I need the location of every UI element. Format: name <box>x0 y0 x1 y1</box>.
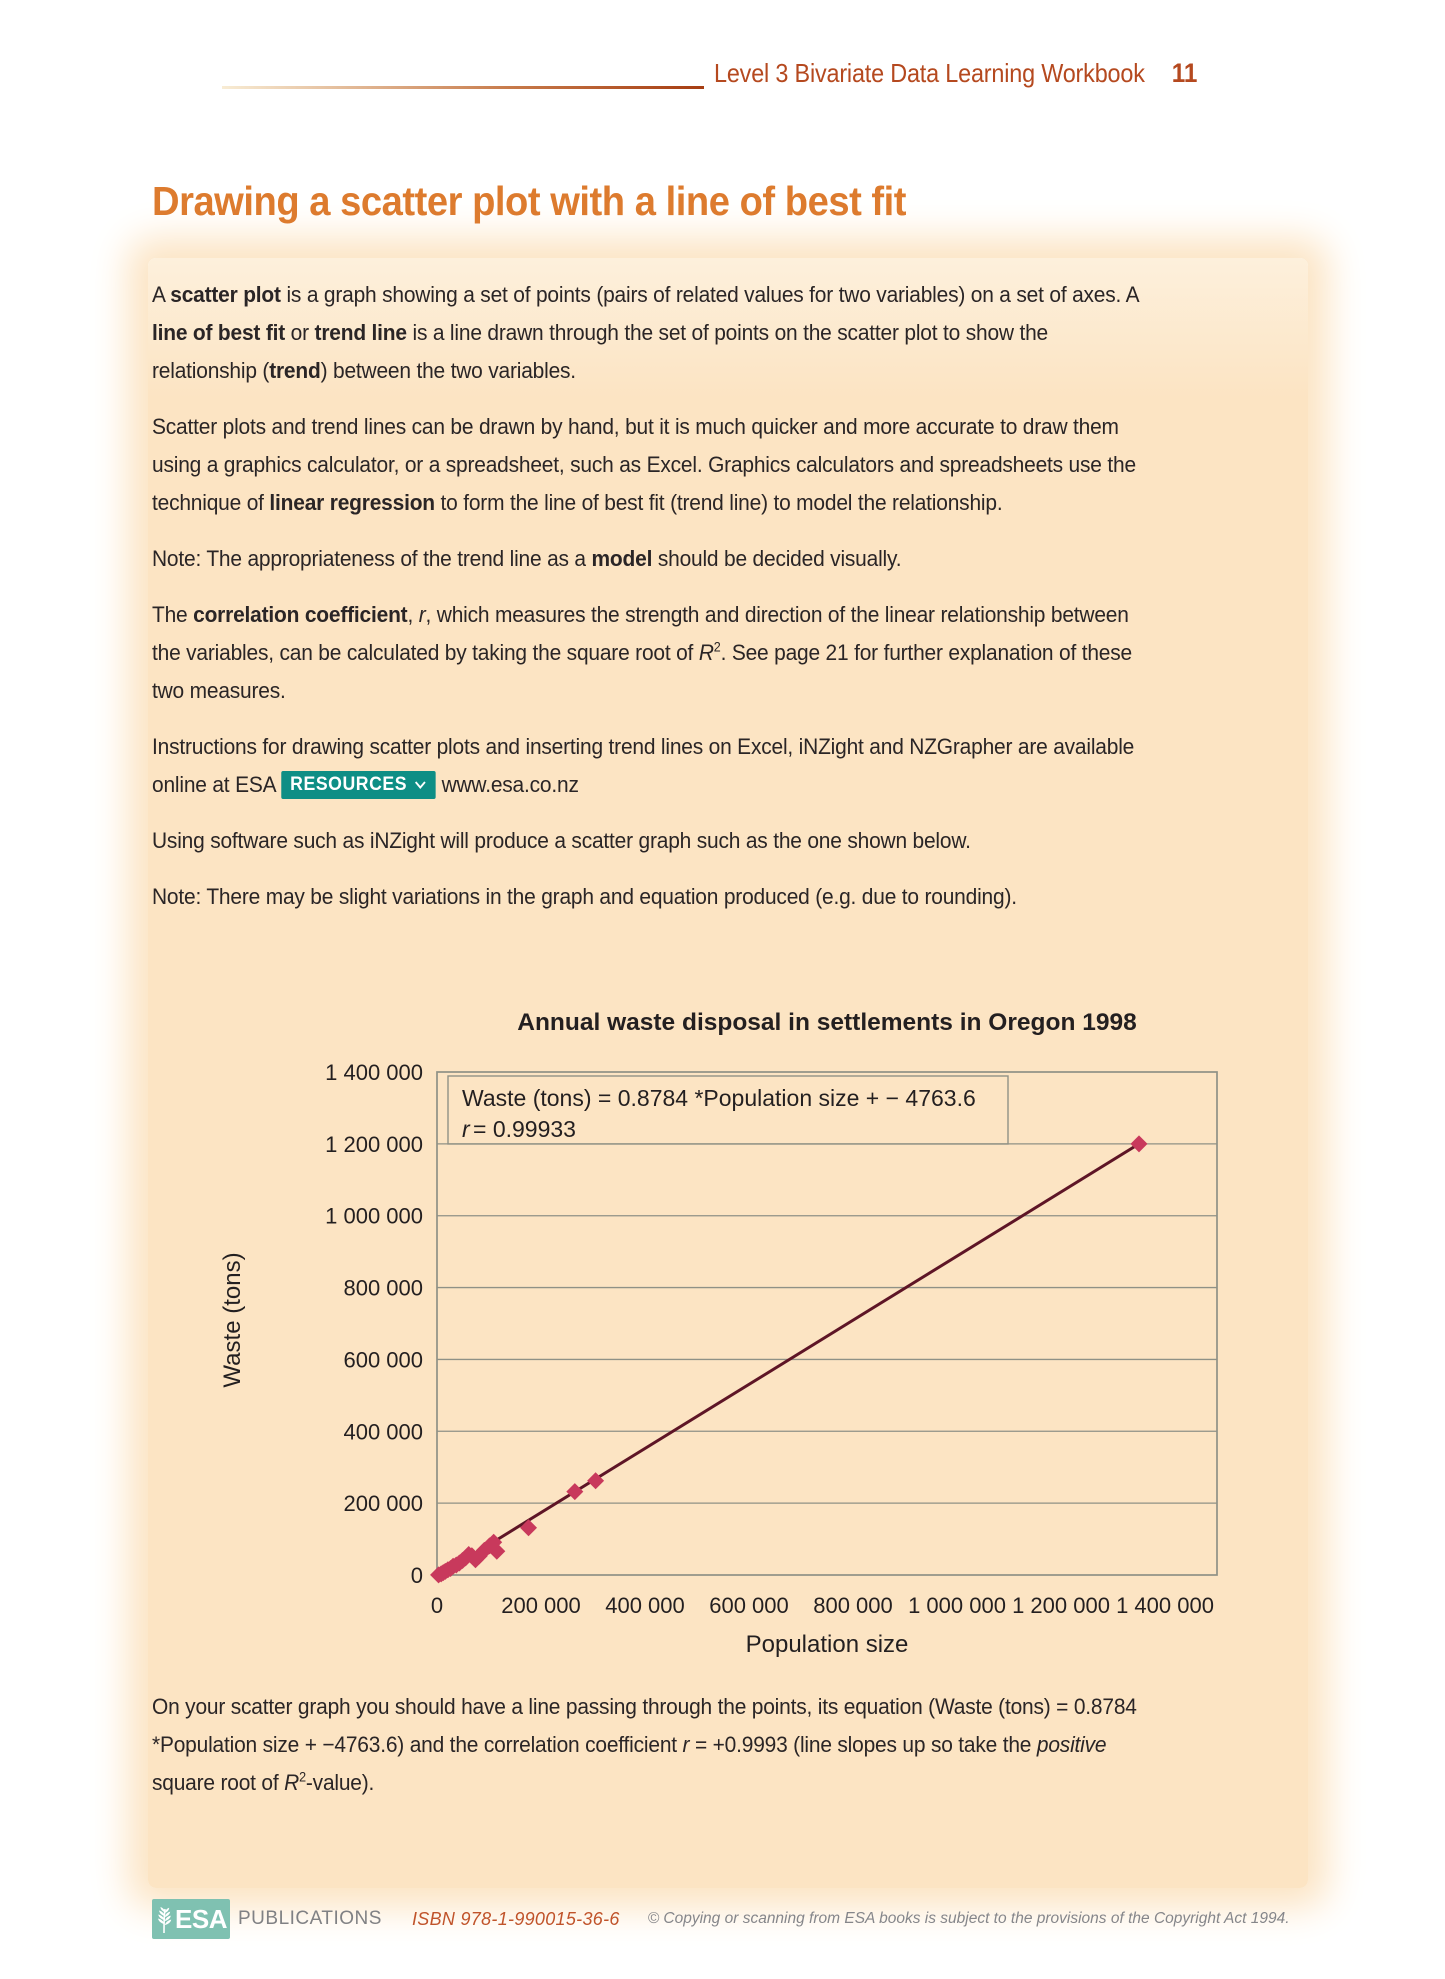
x-tick-label: 600 000 <box>709 1593 789 1618</box>
closing-paragraph: On your scatter graph you should have a line passing through the points, its equation (Waste (tons) = 0.8784 *Population size + −4763.6) and the correlation coefficient r = +0.9993 (line slopes up so take the positive square root of $R^2-value$). <box>152 1694 1137 1795</box>
x-axis-label: Population size <box>745 1631 909 1658</box>
data-point <box>566 1483 583 1500</box>
chart-title: Annual waste disposal in settlements in Oregon 1998 <box>517 1009 1137 1036</box>
page-footer <box>152 1899 1308 1939</box>
paragraph-software: Using software such as iNZight will produce a scatter graph such as the one shown below. <box>152 828 971 853</box>
x-tick-label: 800 000 <box>813 1593 893 1618</box>
y-tick-label: 800 000 <box>343 1275 423 1301</box>
paragraph-variations-note: Note: There may be slight variations in the graph and equation produced (e.g. due to rounding). <box>152 884 1017 909</box>
x-tick-label: 1 000 000 <box>908 1593 1006 1618</box>
resources-badge-label: RESOURCES <box>290 774 408 795</box>
plot-area <box>325 1060 1217 1618</box>
publications-label: PUBLICATIONS <box>238 1908 382 1929</box>
paragraph-instructions: Instructions for drawing scatter plots and inserting trend lines on Excel, iNZight and NZGrapher are available online at ESA RESOURCES www.esa.co.nz <box>152 734 1135 797</box>
paragraph-correlation-coefficient: The correlation coefficient, r, which measures the strength and direction of the linear relationship between the variables, can be calculated by taking the square root of $R^2$. See page 21 for further explanation of these two measures. <box>152 602 1132 703</box>
x-tick-label: 0 <box>430 1593 444 1618</box>
paragraph-model-note: Note: The appropriateness of the trend line as a model should be decided visually. <box>152 546 902 571</box>
paragraph-definition: A scatter plot is a graph showing a set of points (pairs of related values for two variables) on a set of axes. A line of best fit or trend line is a line drawn through the set of points on the scatter plot to show the relationship (trend) between the two variables. <box>152 282 1139 383</box>
x-tick-label: 1 200 000 <box>1012 1593 1110 1618</box>
y-tick-label: 200 000 <box>343 1491 423 1517</box>
x-tick-label: 1 400 000 <box>1116 1593 1214 1618</box>
y-tick-label: 600 000 <box>343 1347 423 1373</box>
page-number: 11 <box>1171 58 1198 88</box>
y-axis-label: Waste (tons) <box>219 1252 246 1388</box>
r-symbol: r <box>462 1116 470 1142</box>
page-title: Drawing a scatter plot with a line of best fit <box>152 178 907 224</box>
plot-border <box>437 1072 1217 1575</box>
fern-icon <box>155 1904 173 1934</box>
paragraph-drawing-methods: Scatter plots and trend lines can be drawn by hand, but it is much quicker and more accurate to draw them using a graphics calculator, or a spreadsheet, such as Excel. Graphics calculators and spreadsheets use the technique of linear regression to form the line of best fit (trend line) to model the relationship. <box>152 414 1136 515</box>
copyright-label: © Copying or scanning from ESA books is subject to the provisions of the Copyright Act 1994. <box>647 1910 1290 1927</box>
y-tick-label: 1 400 000 <box>325 1060 423 1085</box>
y-tick-label: 1 000 000 <box>325 1203 423 1229</box>
data-point <box>1131 1135 1148 1152</box>
x-tick-label: 400 000 <box>605 1593 685 1618</box>
y-tick-label: 0 <box>410 1563 423 1588</box>
esa-logo-text: ESA <box>175 1903 227 1934</box>
x-tick-label: 200 000 <box>501 1593 581 1618</box>
esa-logo <box>152 1899 230 1939</box>
y-tick-label: 400 000 <box>343 1419 423 1445</box>
y-tick-label: 1 200 000 <box>325 1131 423 1157</box>
equation-label: Waste (tons) = 0.8784 *Population size + − 4763.6 <box>462 1085 976 1111</box>
data-point <box>520 1519 537 1536</box>
r-value: = 0.99933 <box>473 1116 576 1142</box>
isbn-label: ISBN 978-1-990015-36-6 <box>411 1908 620 1929</box>
header-title: Level 3 Bivariate Data Learning Workbook <box>714 58 1145 88</box>
